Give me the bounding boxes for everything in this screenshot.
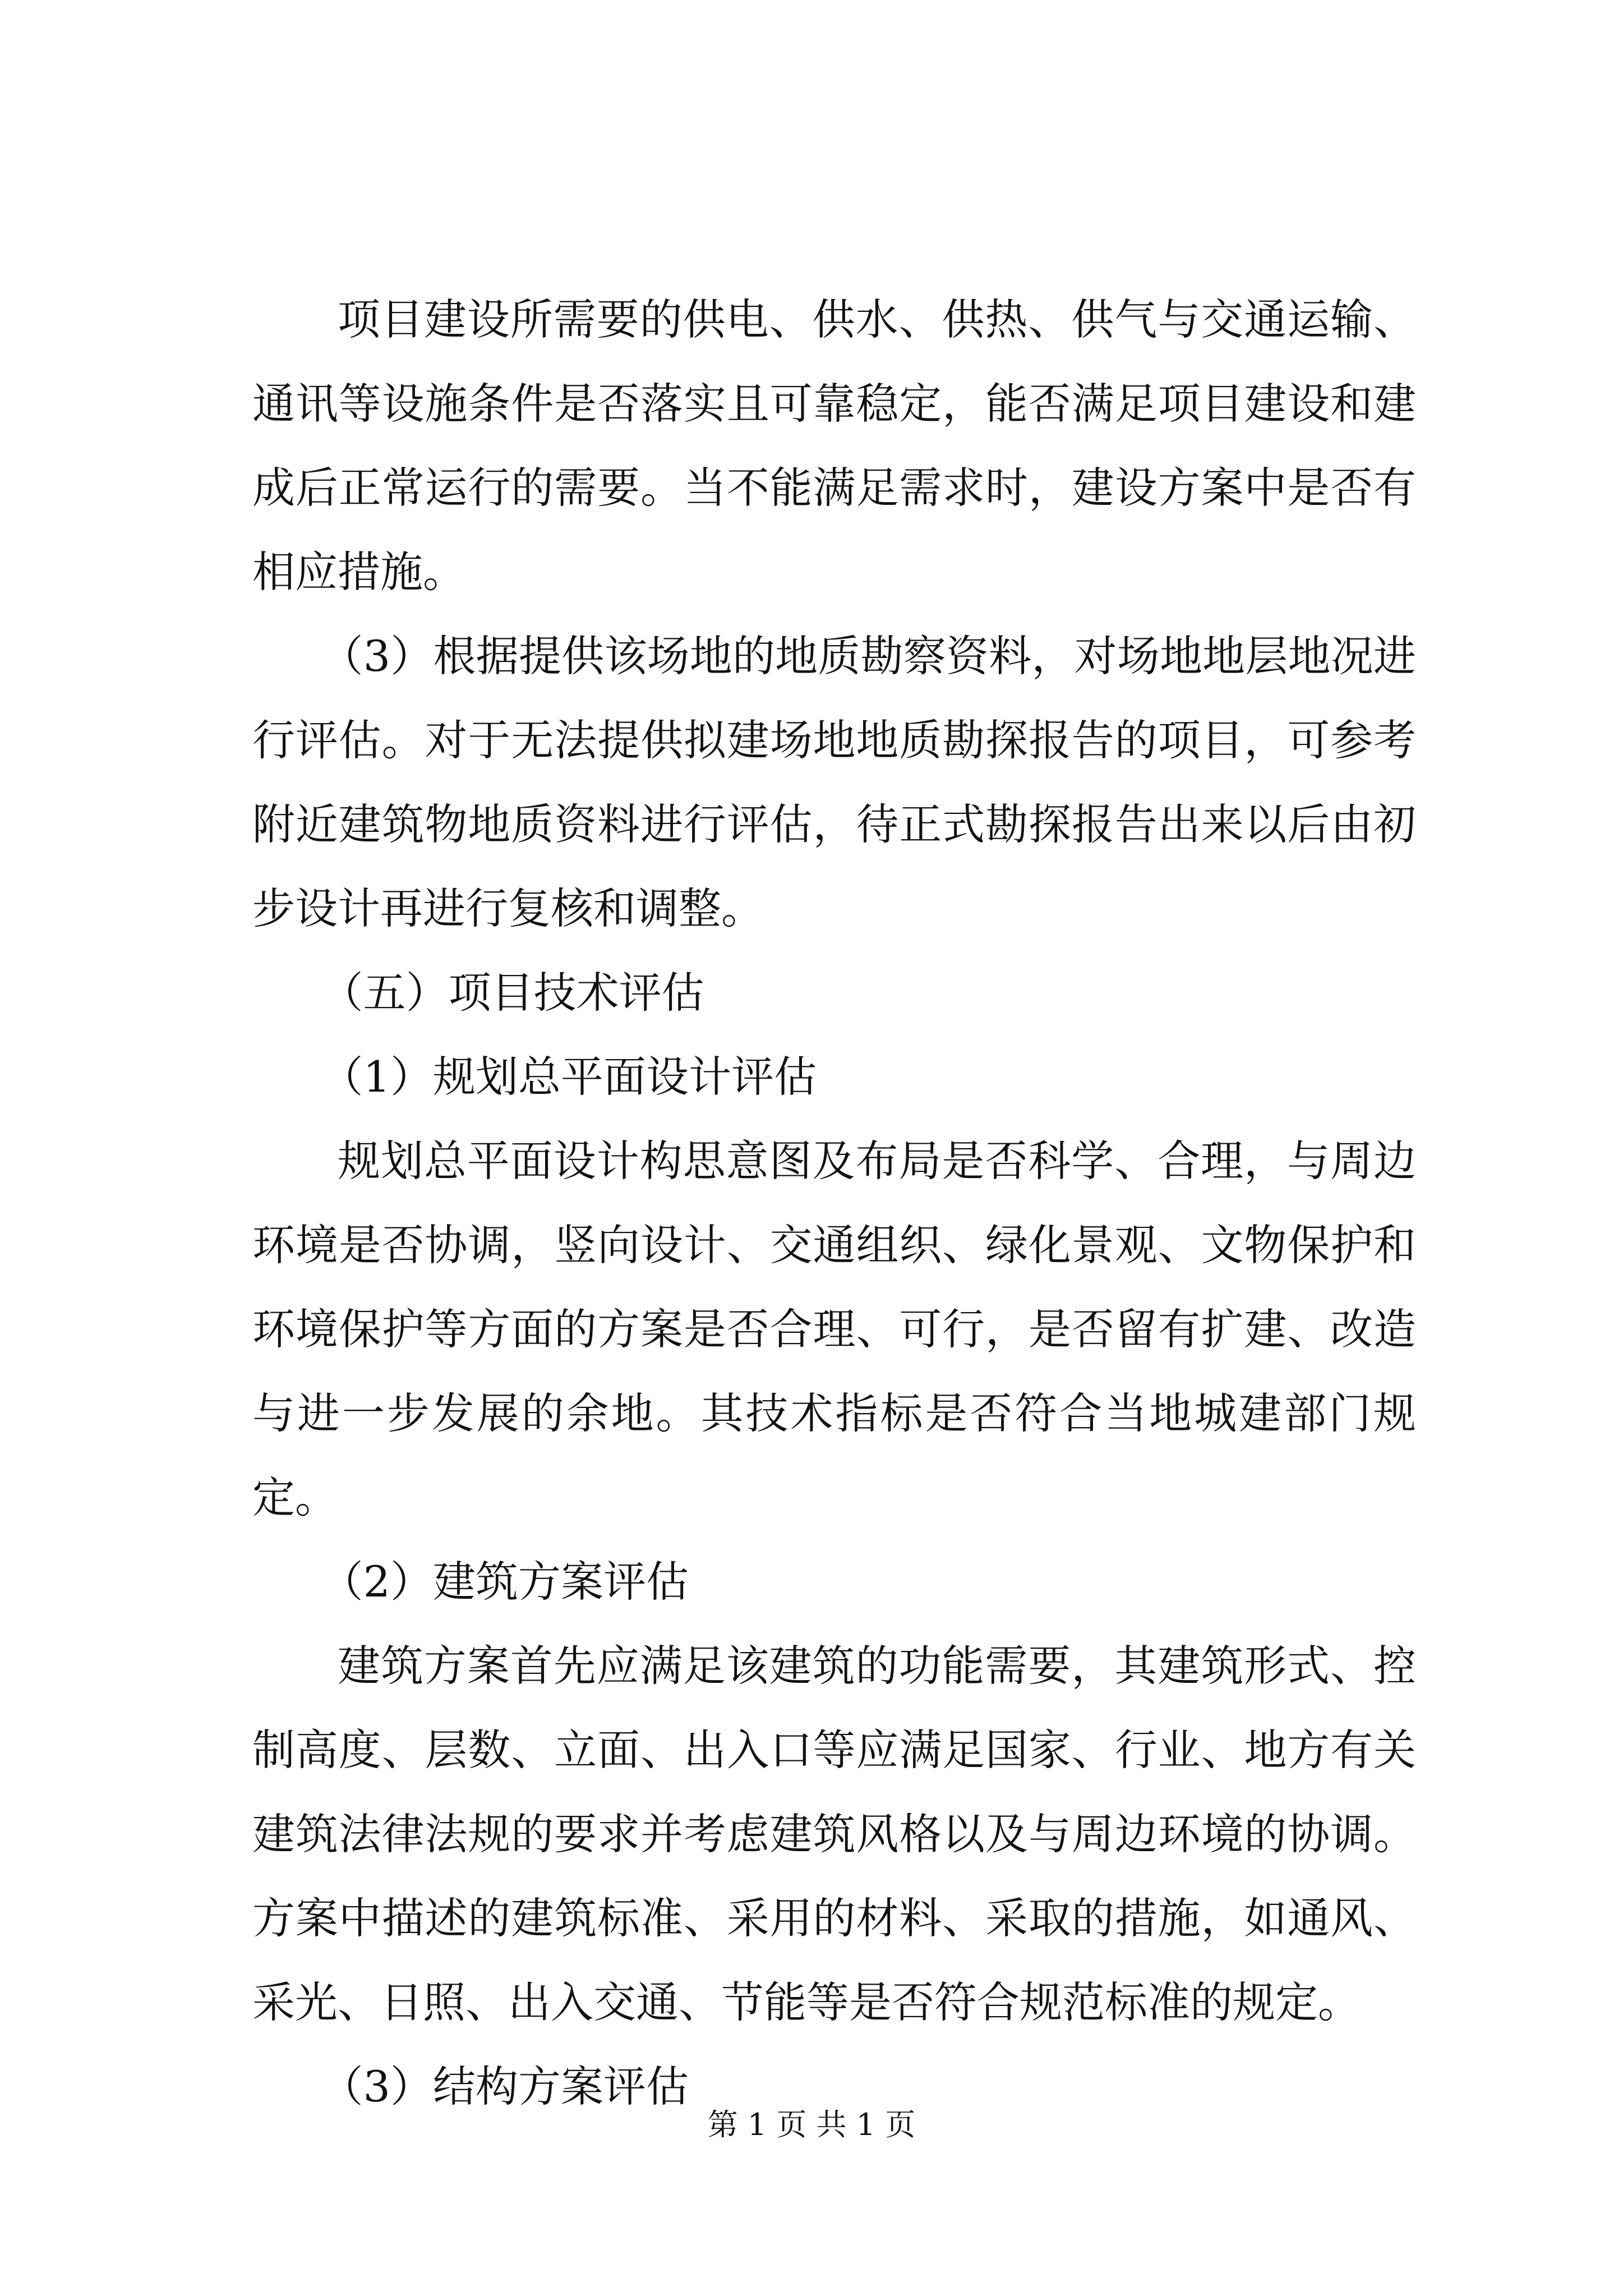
paragraph-site-plan: 规划总平面设计构思意图及布局是否科学、合理，与周边环境是否协调，竖向设计、交通组织、绿化景观、文物保护和环境保护等方面的方案是否合理、可行，是否留有扩建、改造与进一步发展的余地。其技术指标是否符合当地城建部门规定。 xyxy=(252,1136,1416,1522)
paragraph-geology: （3）根据提供该场地的地质勘察资料，对场地地层地况进行评估。对于无法提供拟建场地地质勘探报告的项目，可参考附近建筑物地质资料进行评估，待正式勘探报告出来以后由初步设计再进行复核和调整。 xyxy=(252,631,1416,933)
subheading-architecture: （2）建筑方案评估 xyxy=(320,1557,689,1607)
paragraph-architecture: 建筑方案首先应满足该建筑的功能需要，其建筑形式、控制高度、层数、立面、出入口等应满足国家、行业、地方有关建筑法律法规的要求并考虑建筑风格以及与周边环境的协调。方案中描述的建筑标准、采用的材料、采取的措施，如通风、采光、日照、出入交通、节能等是否符合规范标准的规定。 xyxy=(252,1641,1416,2027)
section-heading-tech-assessment: （五）项目技术评估 xyxy=(320,968,704,1018)
document-body xyxy=(252,278,1416,2129)
page-footer: 第 1 页 共 1 页 xyxy=(707,2107,916,2142)
paragraph-infrastructure: 项目建设所需要的供电、供水、供热、供气与交通运输、通讯等设施条件是否落实且可靠稳定，能否满足项目建设和建成后正常运行的需要。当不能满足需求时，建设方案中是否有相应措施。 xyxy=(252,295,1416,597)
subheading-structure: （3）结构方案评估 xyxy=(320,2062,689,2111)
subheading-site-plan: （1）规划总平面设计评估 xyxy=(320,1052,817,1102)
